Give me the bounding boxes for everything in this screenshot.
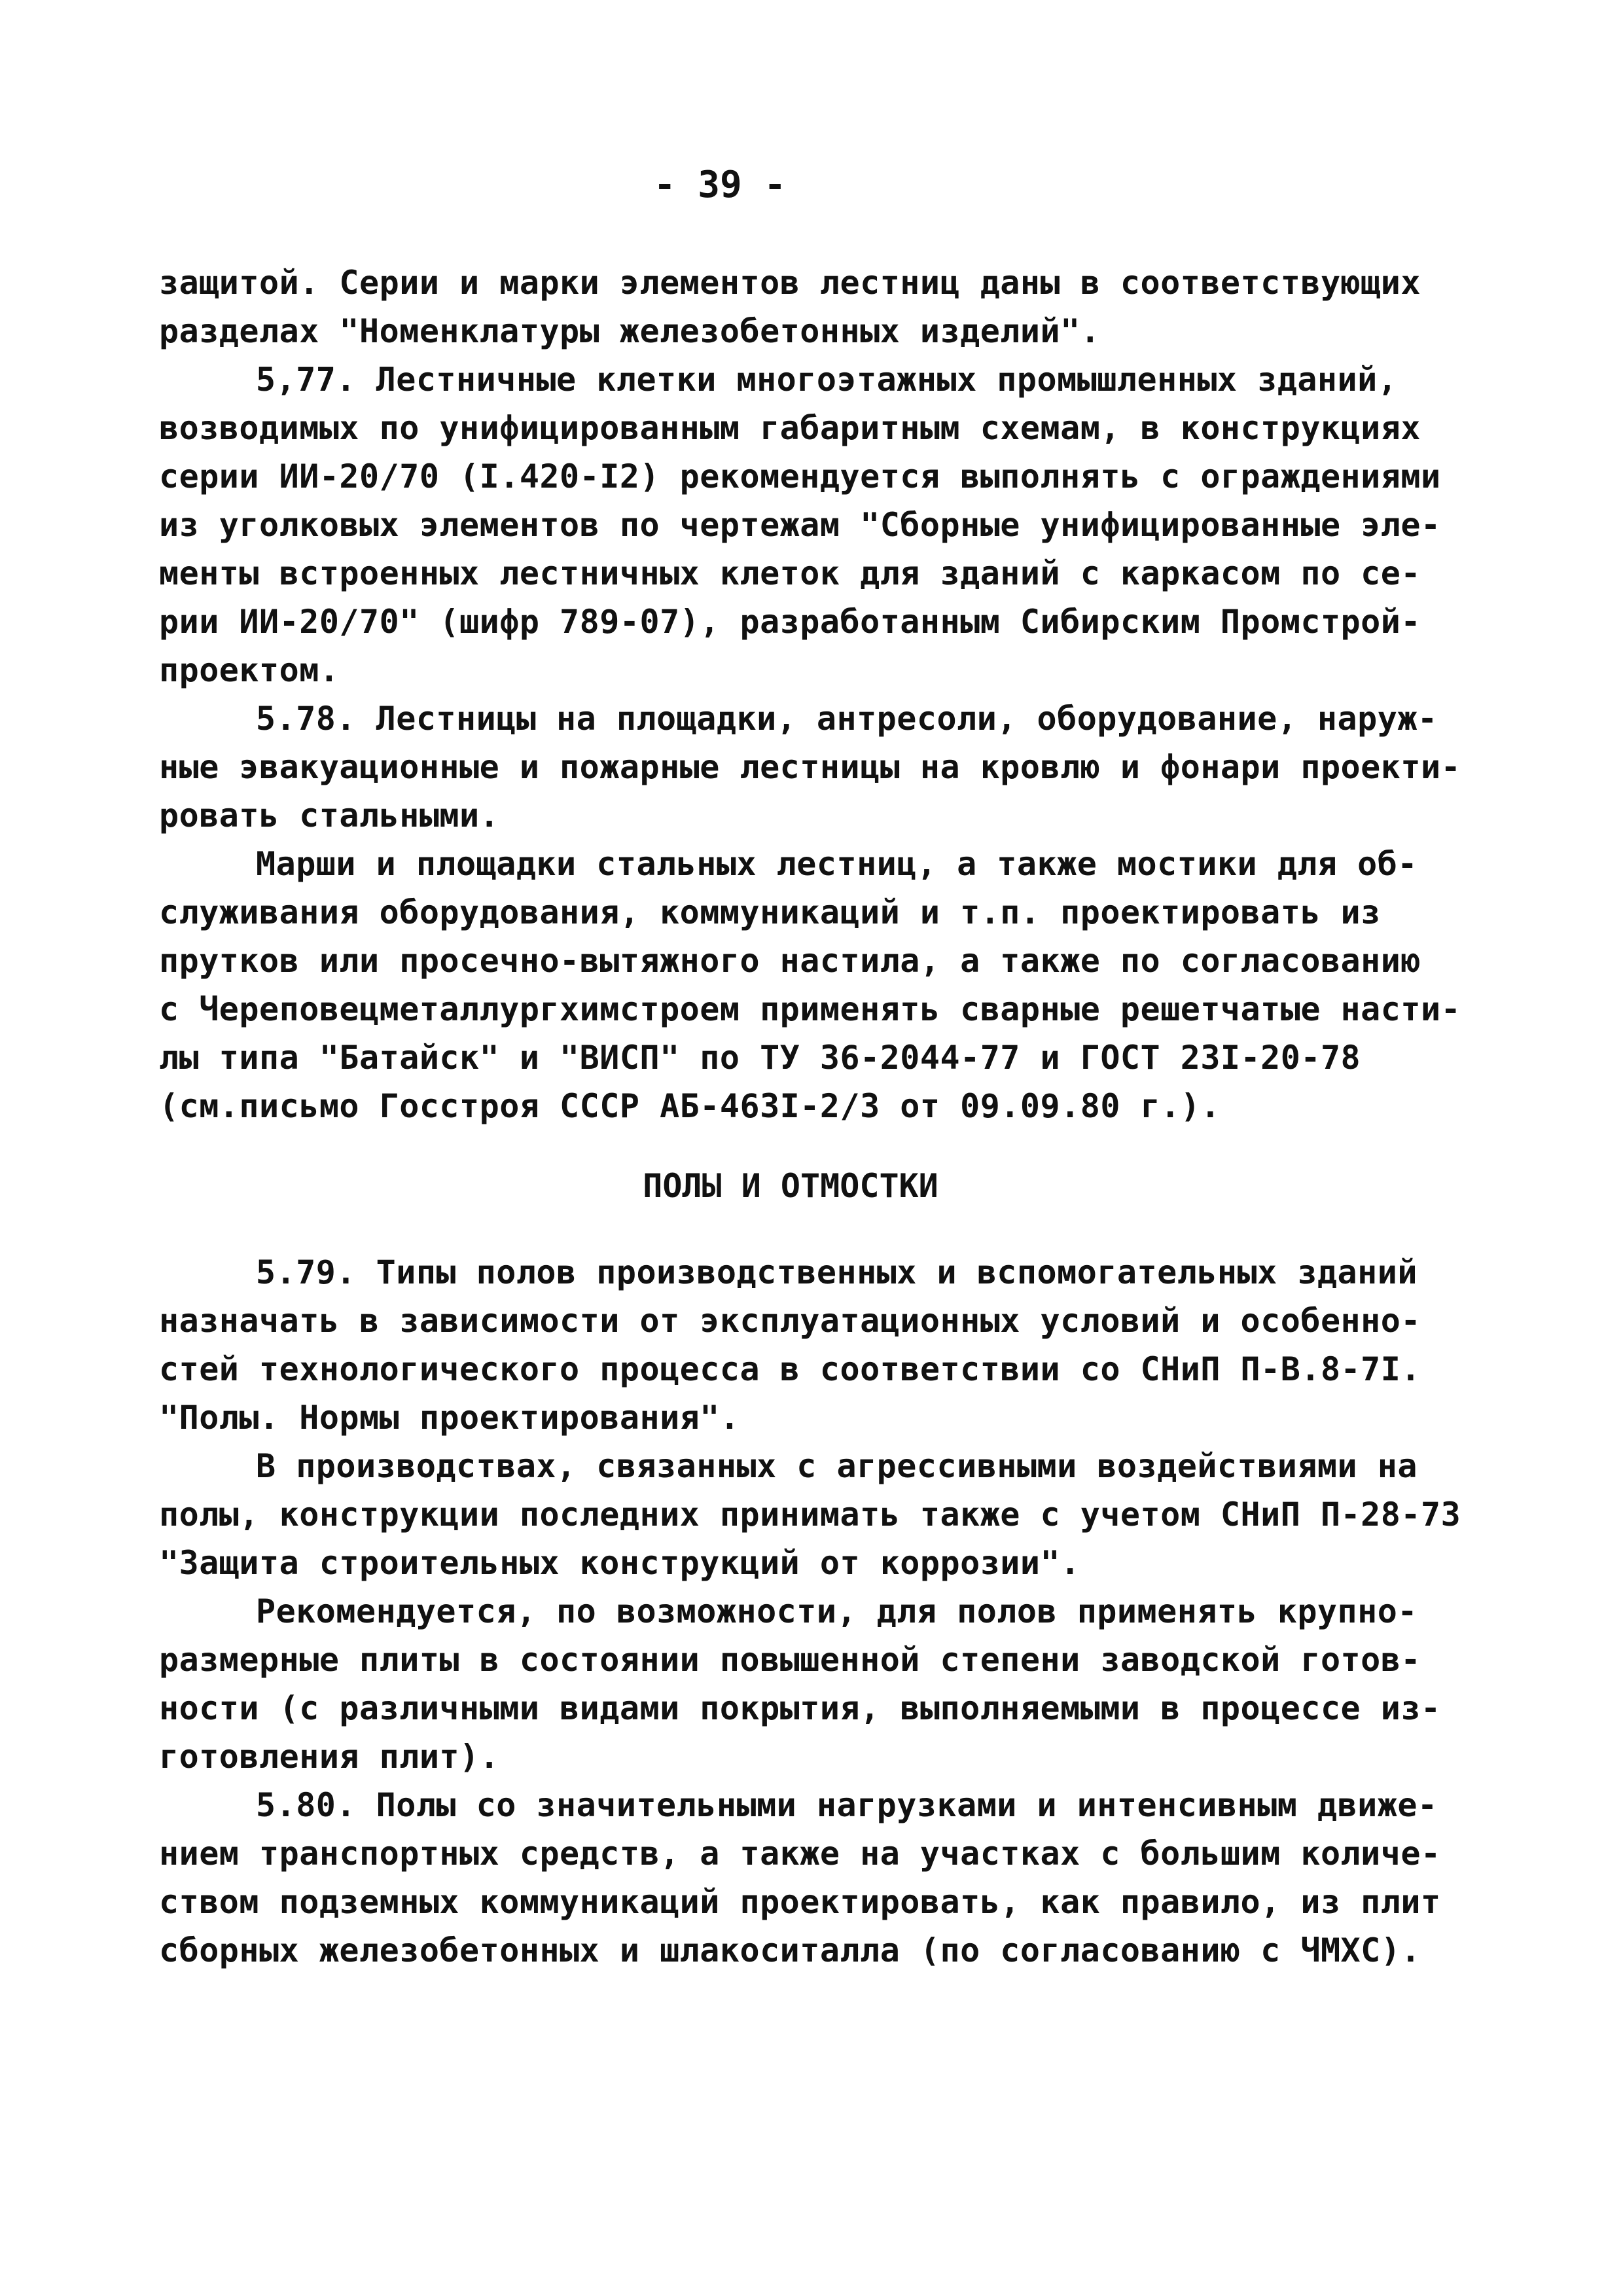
- paragraph-5-78-start: 5.78. Лестницы на площадки, антресоли, оборудование, наруж-: [256, 700, 1438, 738]
- paragraph-start: Рекомендуется, по возможности, для полов применять крупно-: [256, 1592, 1418, 1630]
- paragraph-5-79-start: 5.79. Типы полов производственных и вспомогательных зданий: [256, 1253, 1418, 1291]
- text-line: "Защита строительных конструкций от коррозии".: [159, 1544, 1080, 1582]
- text-line: разделах "Номенклатуры железобетонных изделий".: [159, 312, 1101, 350]
- text-line: из уголковых элементов по чертежам "Сборные унифицированные эле-: [159, 506, 1441, 544]
- text-line: полы, конструкции последних принимать также с учетом СНиП П-28-73: [159, 1496, 1461, 1534]
- text-line: защитой. Серии и марки элементов лестниц даны в соответствующих: [159, 264, 1421, 302]
- text-line: прутков или просечно-вытяжного настила, а также по согласованию: [159, 942, 1421, 980]
- text-line: сборных железобетонных и шлакоситалла (по согласованию с ЧМХС).: [159, 1931, 1421, 1969]
- text-line: готовления плит).: [159, 1738, 500, 1776]
- text-line: служивания оборудования, коммуникаций и т.п. проектировать из: [159, 893, 1381, 931]
- text-line: размерные плиты в состоянии повышенной степени заводской готов-: [159, 1641, 1421, 1679]
- text-line: проектом.: [159, 651, 340, 689]
- text-line: "Полы. Нормы проектирования".: [159, 1399, 740, 1437]
- text-line: нием транспортных средств, а также на участках с большим количе-: [159, 1835, 1441, 1873]
- text-line: менты встроенных лестничных клеток для зданий с каркасом по се-: [159, 554, 1421, 592]
- paragraph-start: В производствах, связанных с агрессивными воздействиями на: [256, 1447, 1418, 1485]
- body-text: [159, 259, 1501, 1975]
- text-line: ровать стальными.: [159, 797, 500, 834]
- text-line: лы типа "Батайск" и "ВИСП" по ТУ 36-2044-77 и ГОСТ 23I-20-78: [159, 1039, 1361, 1077]
- text-line: с Череповецметаллургхимстроем применять сварные решетчатые насти-: [159, 990, 1461, 1028]
- text-line: (см.письмо Госстроя СССР АБ-463I-2/3 от 09.09.80 г.).: [159, 1087, 1221, 1125]
- text-line: ством подземных коммуникаций проектировать, как правило, из плит: [159, 1883, 1441, 1921]
- paragraph-5-77-start: 5,77. Лестничные клетки многоэтажных промышленных зданий,: [256, 361, 1398, 399]
- text-line: назначать в зависимости от эксплуатационных условий и особенно-: [159, 1302, 1421, 1340]
- text-line: ности (с различными видами покрытия, выполняемыми в процессе из-: [159, 1689, 1441, 1727]
- page-number: - 39 -: [653, 164, 787, 206]
- text-line: серии ИИ-20/70 (I.420-I2) рекомендуется выполнять с ограждениями: [159, 457, 1441, 495]
- text-line: рии ИИ-20/70" (шифр 789-07), разработанным Сибирским Промстрой-: [159, 603, 1421, 641]
- paragraph-5-80-start: 5.80. Полы со значительными нагрузками и интенсивным движе-: [256, 1786, 1438, 1824]
- section-heading: ПОЛЫ И ОТМОСТКИ: [643, 1167, 938, 1205]
- text-line: возводимых по унифицированным габаритным схемам, в конструкциях: [159, 409, 1421, 447]
- text-line: ные эвакуационные и пожарные лестницы на кровлю и фонари проекти-: [159, 748, 1461, 786]
- paragraph-start: Марши и площадки стальных лестниц, а также мостики для об-: [256, 845, 1418, 883]
- text-line: стей технологического процесса в соответствии со СНиП П-В.8-7I.: [159, 1350, 1421, 1388]
